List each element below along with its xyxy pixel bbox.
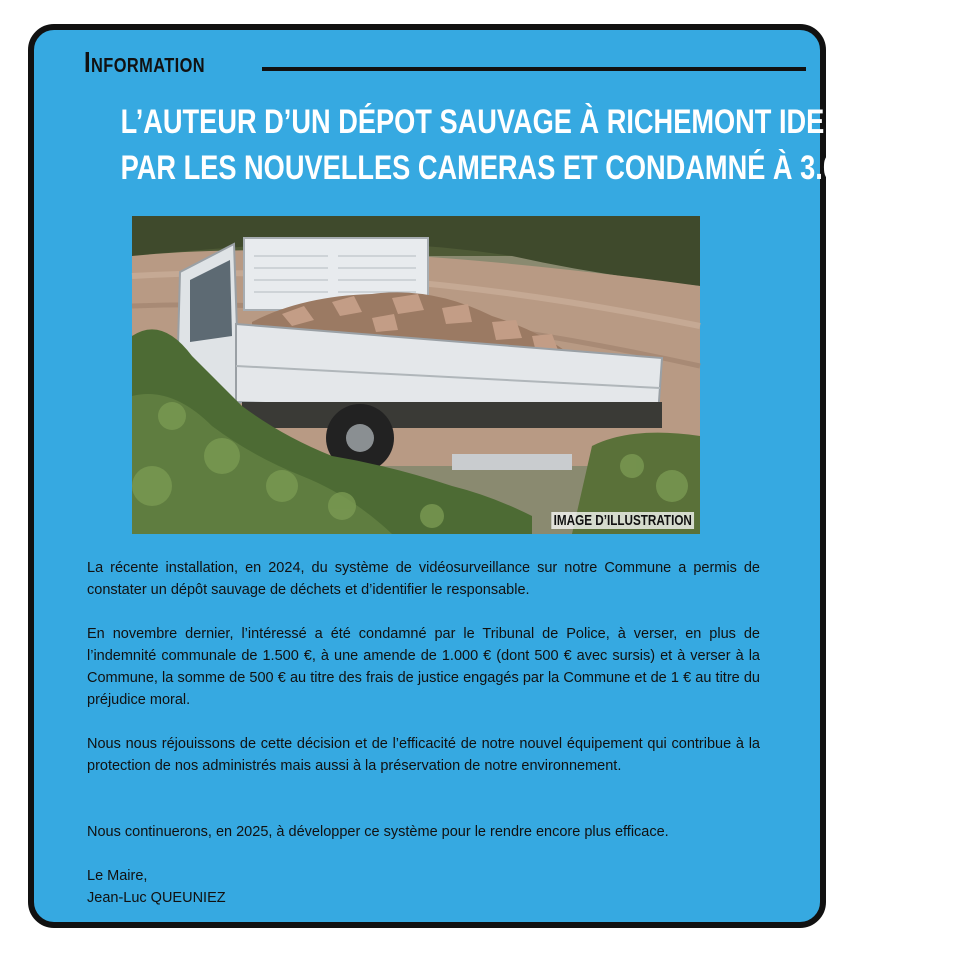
- headline-line-1: L’AUTEUR D’UN DÉPOT SAUVAGE À RICHEMONT IDENTIFIÉ: [120, 103, 911, 141]
- article-paragraph-2: En novembre dernier, l’intéressé a été condamné par le Tribunal de Police, à verser, en plus de l’indemnité communale de 1.500 €, à une amende de 1.000 € (dont 500 € avec sursis) et à verser à la Commune, la somme de 500 € au titre des frais de justice engagés par la Commune et de 1 € au titre du préjudice moral.: [87, 626, 760, 708]
- information-panel: [28, 24, 973, 928]
- signature-title: Le Maire,: [87, 868, 148, 884]
- headline-line-2: PAR LES NOUVELLES CAMERAS ET CONDAMNÉ À 3.000 EUROS: [120, 149, 973, 187]
- article-paragraph-3: Nous nous réjouissons de cette décision et de l’efficacité de notre nouvel équipement qui contribue à la protection de nos administrés mais aussi à la préservation de notre environnement.: [87, 736, 760, 774]
- signature-name: Jean-Luc QUEUNIEZ: [87, 890, 226, 906]
- section-label: Information: [84, 47, 206, 79]
- tipper-truck-illustration: [132, 216, 700, 534]
- header-divider: [262, 67, 806, 71]
- article-paragraph-4: Nous continuerons, en 2025, à développer ce système pour le rendre encore plus efficace.: [87, 824, 669, 840]
- signature-block: [87, 865, 760, 909]
- article-paragraph-1: La récente installation, en 2024, du système de vidéosurveillance sur notre Commune a permis de constater un dépôt sauvage de déchets et d’identifier le responsable.: [87, 560, 760, 598]
- illustration-photo: [132, 216, 700, 534]
- photo-caption: IMAGE D’ILLUSTRATION: [551, 512, 694, 529]
